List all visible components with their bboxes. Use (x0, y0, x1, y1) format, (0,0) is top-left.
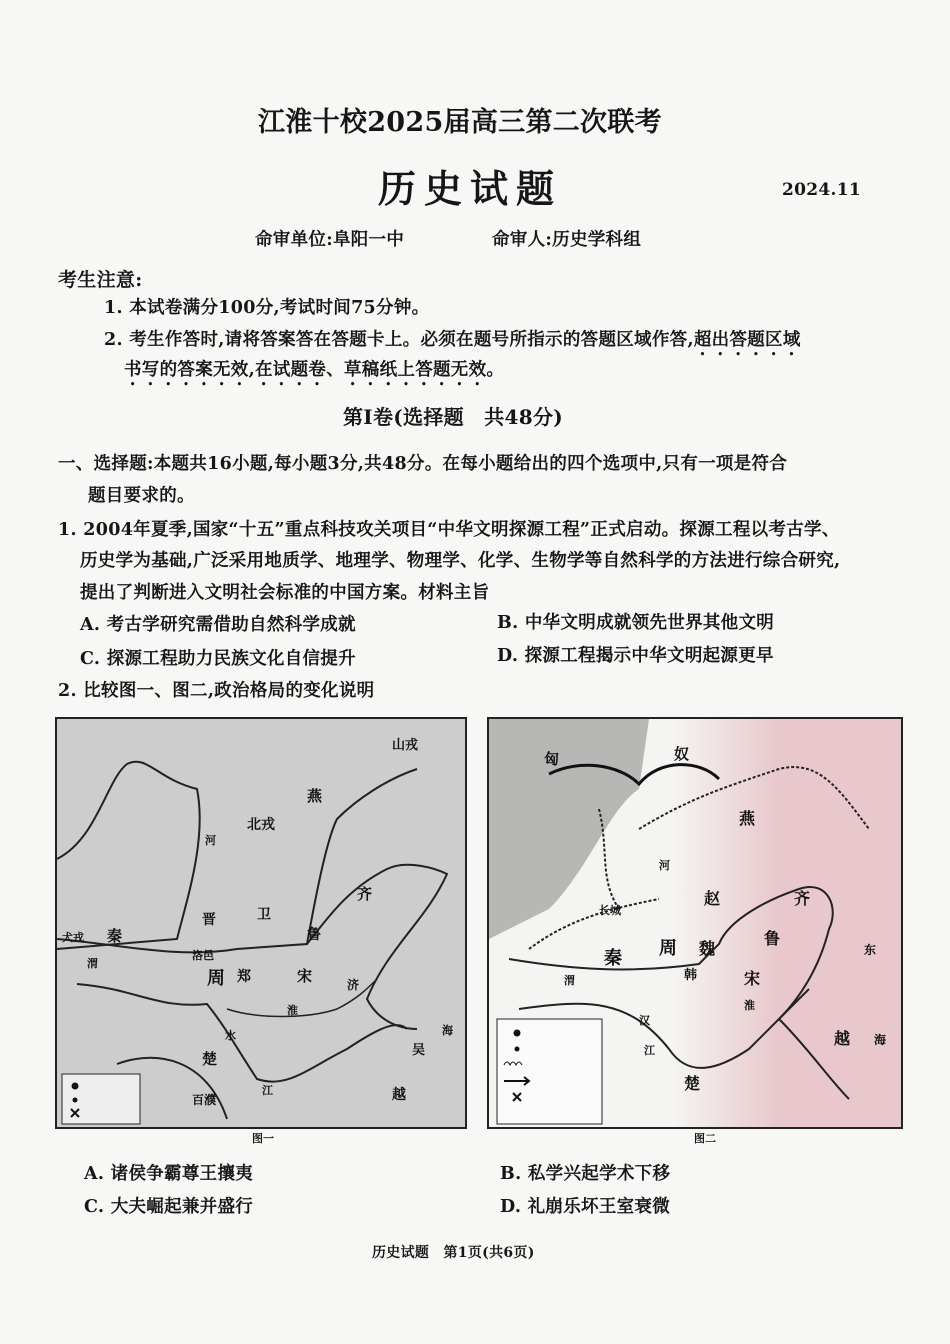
notice-item: 1. 本试卷满分100分,考试时间75分钟。 (104, 298, 430, 318)
question-2-option-b[interactable]: B. 私学兴起学术下移 (500, 1164, 671, 1184)
map-label: 齐 (357, 885, 373, 903)
map-2-drawing (489, 719, 901, 1127)
map-label: 赵 (704, 889, 721, 908)
question-1-option-b[interactable]: B. 中华文明成就领先世界其他文明 (497, 613, 775, 633)
question-1-stem: 提出了判断进入文明社会标准的中国方案。材料主旨 (80, 583, 490, 603)
page-footer: 历史试题 第1页(共6页) (372, 1245, 535, 1261)
question-2-option-d[interactable]: D. 礼崩乐坏王室衰微 (500, 1197, 671, 1217)
notice-item (104, 326, 801, 360)
setter-unit: 命审单位:阜阳一中 (255, 230, 405, 250)
map-label: 洛邑 (192, 949, 214, 962)
map-label: 鲁 (307, 927, 321, 943)
map-label: 越 (392, 1087, 406, 1103)
question-1-option-a[interactable]: A. 考古学研究需借助自然科学成就 (80, 615, 356, 635)
map-label: 海 (442, 1024, 453, 1037)
map-label: 楚 (202, 1050, 218, 1068)
map-label: 韩 (684, 968, 698, 983)
figure-1-caption: 图一 (252, 1132, 274, 1145)
map-label: 河 (659, 859, 670, 872)
map-label: 宋 (744, 969, 761, 988)
map-label: 淮 (287, 1004, 298, 1017)
map-label: 吴 (412, 1043, 426, 1058)
city-icon (515, 1047, 520, 1052)
notice-item: 书写的答案无效,在试题卷、草稿纸上答题无效。 (124, 360, 505, 380)
map-label: 魏 (699, 939, 716, 958)
map-label: 周 (659, 938, 677, 959)
map-label: 楚 (684, 1074, 701, 1093)
capital-icon (72, 1083, 79, 1090)
map-label: 水 (225, 1029, 236, 1042)
map-label: 渭 (87, 957, 98, 970)
map-label: 晋 (202, 912, 216, 928)
map-label: 周 (207, 968, 225, 989)
exam-name: 江淮十校2025届高三第二次联考 (258, 107, 662, 138)
exam-date: 2024.11 (782, 180, 861, 200)
map-label: 燕 (739, 809, 756, 828)
question-1-stem: 1. 2004年夏季,国家“十五”重点科技攻关项目“中华文明探源工程”正式启动。探源工程以考古学、 (58, 520, 840, 540)
map-label: 宋 (297, 967, 313, 985)
map-label: 郑 (237, 969, 251, 985)
map-label: 匈 (544, 750, 560, 768)
section-instruction: 题目要求的。 (88, 486, 195, 506)
setter-person: 命审人:历史学科组 (492, 230, 642, 250)
question-1-stem: 历史学为基础,广泛采用地质学、地理学、物理学、化学、生物学等自然科学的方法进行综合研究, (80, 551, 841, 571)
question-2-option-a[interactable]: A. 诸侯争霸尊王攘夷 (84, 1164, 254, 1184)
map-legend (497, 1019, 602, 1124)
map-1-drawing (57, 719, 465, 1127)
map-label: 江 (262, 1084, 273, 1097)
map-label: 长城 (599, 904, 621, 917)
map-label: 燕 (307, 787, 323, 805)
map-figure-2 (487, 717, 903, 1129)
map-label: 北戎 (247, 817, 275, 833)
map-label: 汉 (639, 1014, 650, 1027)
map-label: 东 (864, 943, 877, 957)
section-title: 第Ⅰ卷(选择题 共48分) (343, 405, 564, 429)
question-1-option-c[interactable]: C. 探源工程助力民族文化自信提升 (80, 649, 356, 669)
map-label: 秦 (604, 948, 622, 969)
notice-heading: 考生注意: (58, 269, 143, 291)
map-label: 渭 (564, 974, 575, 987)
map-label: 海 (874, 1033, 887, 1047)
map-label: 百濮 (192, 1093, 217, 1107)
figure-2-caption: 图二 (694, 1132, 716, 1145)
notice-text: 2. 考生作答时,请将答案答在答题卡上。必须在题号所指示的答题区域作答, (104, 330, 694, 350)
map-figure-1 (55, 717, 467, 1129)
map-label: 江 (644, 1044, 655, 1057)
map-label: 奴 (674, 745, 690, 763)
map-label: 鲁 (764, 929, 781, 948)
subject-title: 历史试题 (378, 166, 563, 211)
map-label: 越 (834, 1029, 851, 1048)
section-instruction: 一、选择题:本题共16小题,每小题3分,共48分。在每小题给出的四个选项中,只有一项是符合 (58, 454, 788, 474)
map-label: 河 (205, 834, 216, 847)
city-icon (73, 1098, 78, 1103)
question-1-option-d[interactable]: D. 探源工程揭示中华文明起源更早 (497, 646, 774, 666)
map-label: 齐 (794, 889, 811, 908)
emphasized-text: 超出答题区域 (693, 330, 801, 350)
map-label: 山戎 (392, 738, 419, 753)
map-label: 济 (347, 978, 360, 992)
map-label: 秦 (107, 927, 123, 945)
map-label: 卫 (257, 907, 271, 923)
map-label: 淮 (744, 999, 755, 1012)
capital-icon (514, 1030, 521, 1037)
question-2-option-c[interactable]: C. 大夫崛起兼并盛行 (84, 1197, 254, 1217)
question-2-stem: 2. 比较图一、图二,政治格局的变化说明 (58, 681, 375, 701)
map-label: 犬戎 (62, 931, 84, 944)
